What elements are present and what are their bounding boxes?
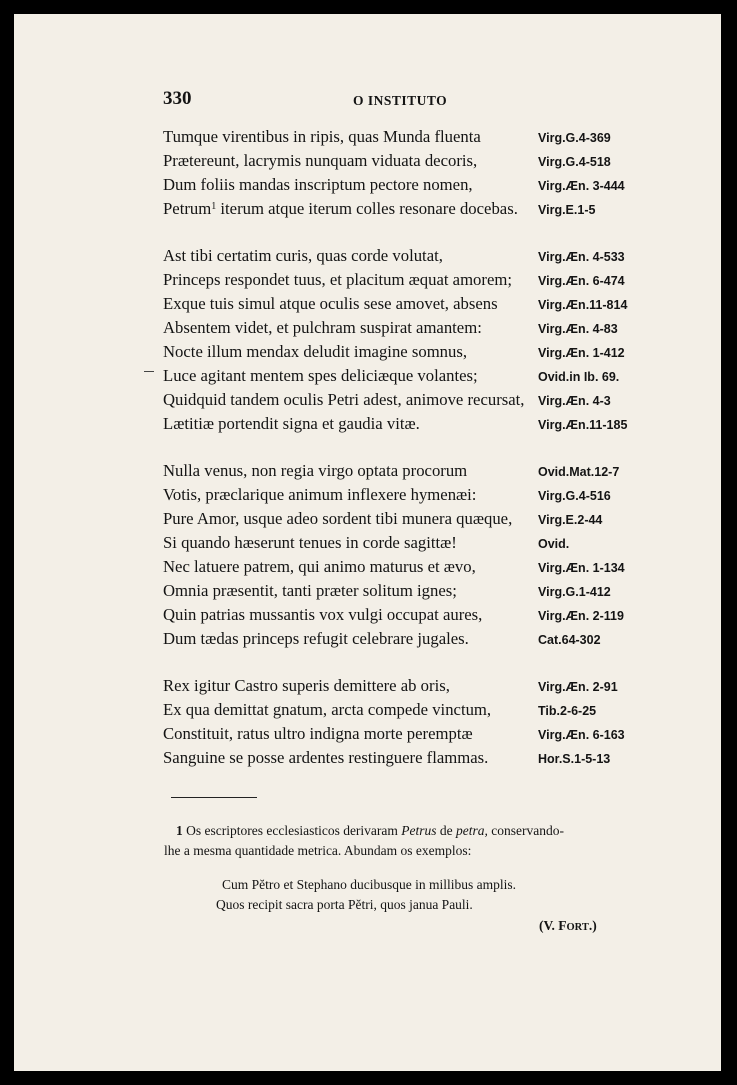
- quotation-line: Cum Pĕtro et Stephano ducibusque in millibus amplis.: [222, 877, 516, 892]
- stanza: [163, 674, 663, 770]
- page-header: [163, 84, 653, 112]
- verse-line: [163, 316, 663, 340]
- verse-text: Nulla venus, non regia virgo optata procorum: [163, 461, 468, 480]
- verse-line: [163, 507, 663, 531]
- verse-line: [163, 364, 663, 388]
- footnote-line: lhe a mesma quantidade metrica. Abundam os exemplos:: [164, 843, 472, 858]
- verse-line: [163, 268, 663, 292]
- verse-text: Tumque virentibus in ripis, quas Munda fluenta: [163, 127, 481, 146]
- stanza: [163, 459, 663, 651]
- verse-reference: Virg.Æn. 4-3: [538, 394, 611, 408]
- verse-text: Si quando hæserunt tenues in corde sagittæ!: [163, 533, 457, 552]
- verse-text: Rex igitur Castro superis demittere ab oris,: [163, 676, 450, 695]
- verse-line: [163, 746, 663, 770]
- verse-text: Ex qua demittat gnatum, arcta compede vinctum,: [163, 700, 492, 719]
- verse-reference: Virg.Æn. 1-412: [538, 346, 625, 360]
- stanza: [163, 125, 663, 221]
- verse-line: [163, 579, 663, 603]
- verse-reference: Hor.S.1-5-13: [538, 752, 611, 766]
- verse-reference: Virg.Æn.11-185: [538, 418, 628, 432]
- verse-reference: Virg.G.1-412: [538, 585, 611, 599]
- verse-reference: Virg.G.4-516: [538, 489, 611, 503]
- quotation-line: Quos recipit sacra porta Pĕtri, quos janua Pauli.: [216, 897, 473, 912]
- verse-reference: Virg.Æn. 2-119: [538, 609, 624, 623]
- verse-line: [163, 459, 663, 483]
- verse-line: [163, 674, 663, 698]
- footnote-italic: Petrus: [401, 823, 437, 838]
- verse-reference: Virg.E.1-5: [538, 203, 596, 217]
- verse-reference: Ovid.: [538, 537, 570, 551]
- verse-text: Nocte illum mendax deludit imagine somnus,: [163, 342, 468, 361]
- verse-text: Ast tibi certatim curis, quas corde volutat,: [163, 246, 443, 265]
- verse-line: [163, 292, 663, 316]
- verse-line: [163, 412, 663, 436]
- verse-reference: Ovid.in Ib. 69.: [538, 370, 620, 384]
- footnote: [164, 821, 656, 861]
- verse-reference: Virg.Æn. 3-444: [538, 179, 625, 193]
- stanza: [163, 244, 663, 436]
- verse-line: [163, 531, 663, 555]
- verse-reference: Virg.Æn. 2-91: [538, 680, 618, 694]
- verse-text: Nec latuere patrem, qui animo maturus et ævo,: [163, 557, 476, 576]
- verse-line: [163, 197, 663, 221]
- book-page: [14, 14, 721, 1071]
- verse-text: Quidquid tandem oculis Petri adest, animove recursat,: [163, 390, 525, 409]
- verse-line: [163, 698, 663, 722]
- verse-text: Pure Amor, usque adeo sordent tibi munera quæque,: [163, 509, 513, 528]
- verse-text: Dum tædas princeps refugit celebrare jugales.: [163, 629, 469, 648]
- verse-line: [163, 173, 663, 197]
- verse-text: Petrum$^1$ iterum atque iterum colles resonare docebas.: [163, 199, 518, 218]
- verse-text: Lætitiæ portendit signa et gaudia vitæ.: [163, 414, 420, 433]
- verse-line: [163, 340, 663, 364]
- verse-text: Luce agitant mentem spes deliciæque volantes;: [163, 366, 478, 385]
- footnote-divider: [171, 797, 257, 798]
- verse-text: Absentem videt, et pulchram suspirat amantem:: [163, 318, 482, 337]
- verse-line: [163, 244, 663, 268]
- verse-text: Votis, præclarique animum inflexere hymenæi:: [163, 485, 477, 504]
- verse-text: Omnia præsentit, tanti præter solitum ignes;: [163, 581, 457, 600]
- page-number: 330: [163, 88, 192, 109]
- verse-reference: Cat.64-302: [538, 633, 601, 647]
- footnote-italic: petra,: [456, 823, 488, 838]
- verse-text: Sanguine se posse ardentes restinguere flammas.: [163, 748, 489, 767]
- verse-reference: Virg.Æn. 6-474: [538, 274, 625, 288]
- verse-reference: Virg.G.4-369: [538, 131, 611, 145]
- verse-reference: Virg.E.2-44: [538, 513, 603, 527]
- verse-reference: Virg.Æn.11-814: [538, 298, 628, 312]
- verse-text: Constituit, ratus ultro indigna morte peremptæ: [163, 724, 473, 743]
- verse-line: [163, 149, 663, 173]
- verse-reference: Virg.Æn. 4-533: [538, 250, 625, 264]
- verse-text: Quin patrias mussantis vox vulgi occupat aures,: [163, 605, 483, 624]
- verse-reference: Virg.Æn. 4-83: [538, 322, 618, 336]
- footnote-line: 1 Os escriptores ecclesiasticos derivaram Petrus de petra, conservando-: [176, 823, 565, 838]
- verse-reference: Tib.2-6-25: [538, 704, 597, 718]
- verse-text: Exque tuis simul atque oculis sese amovet, absens: [163, 294, 498, 313]
- verse-reference: Virg.Æn. 1-134: [538, 561, 625, 575]
- verse-text: Prætereunt, lacrymis nunquam viduata decoris,: [163, 151, 478, 170]
- margin-mark: [144, 371, 154, 372]
- verse-line: [163, 627, 663, 651]
- verse-line: [163, 722, 663, 746]
- footnote-quotation: [216, 875, 516, 915]
- verse-text: Dum foliis mandas inscriptum pectore nomen,: [163, 175, 473, 194]
- verse-line: [163, 388, 663, 412]
- footnote-number: 1: [176, 823, 183, 838]
- footnote-marker: 1: [211, 201, 217, 212]
- verse-reference: Ovid.Mat.12-7: [538, 465, 620, 479]
- verse-reference: Virg.G.4-518: [538, 155, 611, 169]
- verse-reference: Virg.Æn. 6-163: [538, 728, 625, 742]
- verse-line: [163, 483, 663, 507]
- verse-line: [163, 555, 663, 579]
- verse-line: [163, 603, 663, 627]
- quotation-attribution: (V. FORT.): [539, 918, 597, 933]
- running-title: O INSTITUTO: [353, 93, 448, 108]
- poem: [163, 125, 663, 793]
- verse-text: Princeps respondet tuus, et placitum æquat amorem;: [163, 270, 512, 289]
- verse-line: [163, 125, 663, 149]
